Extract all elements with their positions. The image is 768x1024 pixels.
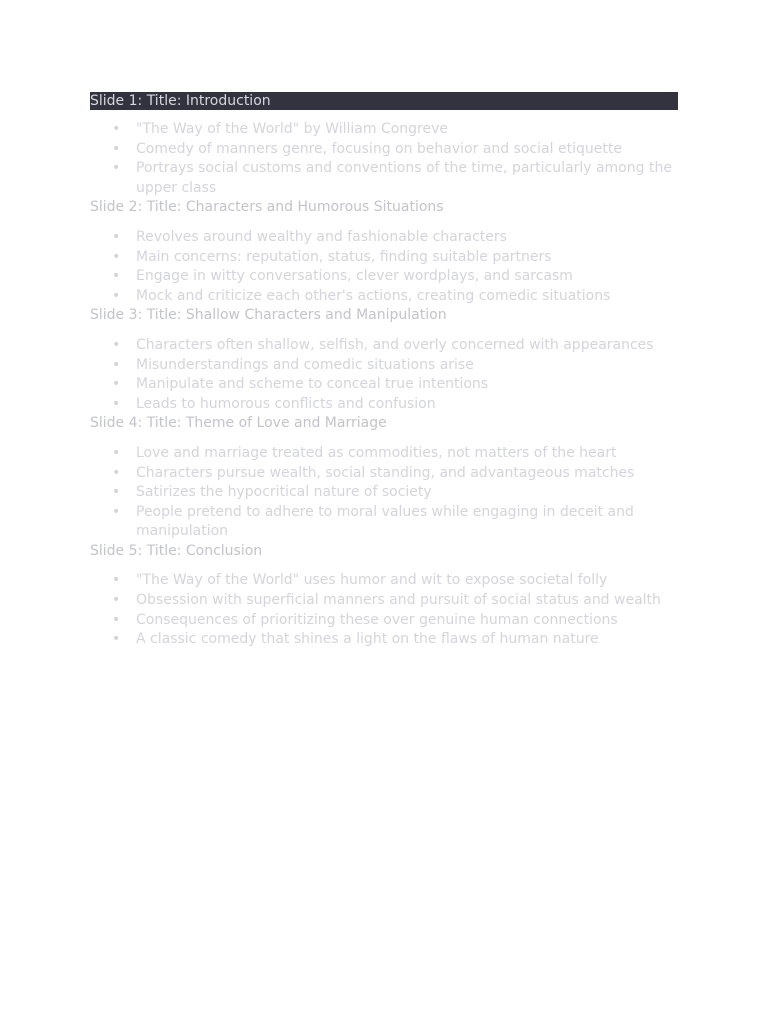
list-item-text: "The Way of the World" by William Congreve [136, 121, 449, 137]
list-item [90, 267, 678, 287]
list-item [90, 630, 678, 650]
list-item-text: Mock and criticize each other's actions, creating comedic situations [136, 287, 611, 304]
bullet-icon: • [112, 395, 121, 412]
bullet-icon: • [112, 160, 121, 177]
list-item-text: Satirizes the hypocritical nature of society [136, 484, 432, 501]
bullet-icon: • [112, 248, 121, 265]
list-item-text: Comedy of manners genre, focusing on behavior and social etiquette [136, 140, 622, 157]
document-body [90, 92, 678, 650]
bullet-icon: • [112, 140, 121, 157]
list-item [90, 611, 678, 631]
slide-heading: Slide 2: Title: Characters and Humorous Situations [90, 199, 444, 216]
slide-heading: Slide 3: Title: Shallow Characters and Manipulation [90, 307, 447, 324]
bullet-icon: • [112, 287, 121, 304]
list-item [90, 395, 678, 415]
list-item [90, 248, 678, 268]
bullet-list [90, 444, 678, 542]
slide-heading: Slide 5: Title: Conclusion [90, 542, 263, 559]
bullet-icon: • [112, 444, 121, 461]
list-item-text: Manipulate and scheme to conceal true intentions [136, 376, 489, 393]
list-item-text: Engage in witty conversations, clever wordplays, and sarcasm [136, 268, 573, 285]
list-item [90, 336, 678, 356]
slide-section [90, 542, 678, 650]
slide-section [90, 92, 678, 198]
list-item-text: Consequences of prioritizing these over genuine human connections [136, 611, 618, 628]
list-item [90, 571, 678, 591]
list-item-text: Characters often shallow, selfish, and overly concerned with appearances [136, 336, 654, 353]
bullet-icon: • [112, 356, 121, 373]
bullet-icon: • [112, 611, 121, 628]
bullet-icon: • [112, 464, 121, 481]
list-item-text: People pretend to adhere to moral values while engaging in deceit and manipulation [136, 503, 634, 540]
slide-section [90, 306, 678, 414]
list-item [90, 140, 678, 160]
bullet-icon: • [112, 121, 121, 137]
list-item-text: Main concerns: reputation, status, finding suitable partners [136, 248, 552, 265]
list-item [90, 503, 678, 542]
list-item-text: Portrays social customs and conventions of the time, particularly among the upper class [136, 160, 672, 196]
bullet-icon: • [112, 631, 121, 648]
list-item [90, 287, 678, 307]
list-item [90, 228, 678, 248]
bullet-list [90, 336, 678, 414]
bullet-list [90, 120, 678, 198]
bullet-icon: • [112, 592, 121, 609]
list-item [90, 159, 678, 198]
list-item-text: Leads to humorous conflicts and confusion [136, 395, 436, 412]
list-item-text: Love and marriage treated as commodities, not matters of the heart [136, 444, 617, 461]
list-item-text: "The Way of the World" uses humor and wit to expose societal folly [136, 572, 608, 589]
bullet-icon: • [112, 503, 121, 520]
slide-heading: Slide 1: Title: Introduction [90, 92, 678, 110]
bullet-icon: • [112, 484, 121, 501]
list-item [90, 591, 678, 611]
list-item [90, 464, 678, 484]
bullet-icon: • [112, 336, 121, 353]
list-item [90, 356, 678, 376]
list-item-text: A classic comedy that shines a light on the flaws of human nature [136, 631, 599, 648]
list-item-text: Misunderstandings and comedic situations arise [136, 356, 474, 373]
bullet-icon: • [112, 268, 121, 285]
list-item [90, 375, 678, 395]
list-item-text: Revolves around wealthy and fashionable characters [136, 228, 507, 245]
list-item-text: Characters pursue wealth, social standing, and advantageous matches [136, 464, 635, 481]
slide-section [90, 198, 678, 306]
list-item-text: Obsession with superficial manners and pursuit of social status and wealth [136, 592, 661, 609]
bullet-list [90, 228, 678, 306]
slide-section [90, 414, 678, 542]
list-item [90, 120, 678, 140]
bullet-list [90, 571, 678, 649]
bullet-icon: • [112, 572, 121, 589]
bullet-icon: • [112, 228, 121, 245]
list-item [90, 444, 678, 464]
list-item [90, 483, 678, 503]
slide-heading: Slide 4: Title: Theme of Love and Marriage [90, 415, 387, 432]
bullet-icon: • [112, 376, 121, 393]
